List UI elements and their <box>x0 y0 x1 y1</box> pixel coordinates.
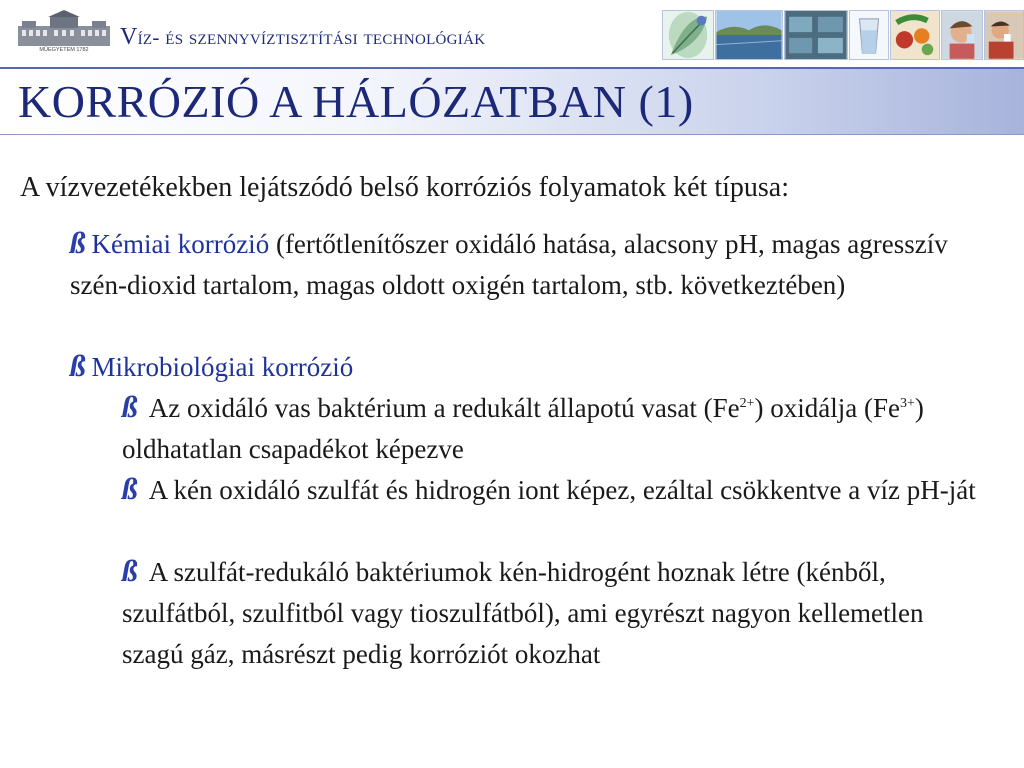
bullet-heading: Kémiai korrózió <box>91 229 270 259</box>
lake-landscape-image <box>715 10 783 60</box>
water-treatment-image <box>784 10 848 60</box>
intro-text: A vízvezetékekben lejátszódó belső korróziós folyamatok két típusa: <box>20 172 789 203</box>
superscript-fe3: 3+ <box>899 396 915 411</box>
bullet-microbiological-corrosion <box>70 345 970 388</box>
subbullet-sulfur-oxidizing <box>122 468 982 511</box>
bullet-icon: ß <box>122 471 138 506</box>
leaf-logo-image <box>662 10 714 60</box>
course-title <box>120 24 485 51</box>
course-title-initial: V <box>120 24 138 50</box>
slide-title: KORRÓZIÓ A HÁLÓZATBAN (1) <box>18 76 694 127</box>
vegetables-image <box>890 10 940 60</box>
subbullet-text-a: Az oxidáló vas baktérium a redukált állapotú vasat (Fe <box>143 393 740 423</box>
bullet-icon: ß <box>122 553 138 588</box>
subbullet-text-c: ) oldhatatlan csapadékot képezve <box>122 393 924 464</box>
water-glass-image <box>849 10 889 60</box>
course-title-rest: íz- és szennyvíztisztítási technológiák <box>137 25 486 49</box>
bullet-icon: ß <box>70 348 86 383</box>
bullet-chemical-corrosion <box>70 222 970 306</box>
bullet-icon: ß <box>70 225 86 260</box>
slide-title-bar <box>0 67 1024 135</box>
bullet-text: (fertőtlenítőszer oxidáló hatása, alacsony pH, magas agresszív szén-dioxid tartalom, magas oldott oxigén tartalom, stb. következtében) <box>70 229 948 300</box>
subbullet-sulfate-reducing <box>122 550 982 675</box>
logo-caption: MŰEGYETEM 1782 <box>39 47 89 52</box>
university-building-logo <box>18 10 110 52</box>
children-drinking-image <box>984 10 1024 60</box>
subbullet-text: A kén oxidáló szulfát és hidrogén iont képez, ezáltal csökkentve a víz pH-ját <box>143 475 976 505</box>
subbullet-text: A szulfát-redukáló baktériumok kén-hidrogént hoznak létre (kénből, szulfátból, szulfitból vagy tioszulfátból), ami egyrészt nagyon kellemetlen szagú gáz, másrészt pedig korróziót okozhat <box>122 557 924 669</box>
bullet-heading: Mikrobiológiai korrózió <box>91 352 354 382</box>
subbullet-text-b: ) oxidálja (Fe <box>754 393 900 423</box>
slide-header <box>0 0 1024 66</box>
child-drinking-image <box>941 10 983 60</box>
bullet-icon: ß <box>122 389 138 424</box>
subbullet-iron-bacteria <box>122 386 982 470</box>
superscript-fe2: 2+ <box>739 396 755 411</box>
